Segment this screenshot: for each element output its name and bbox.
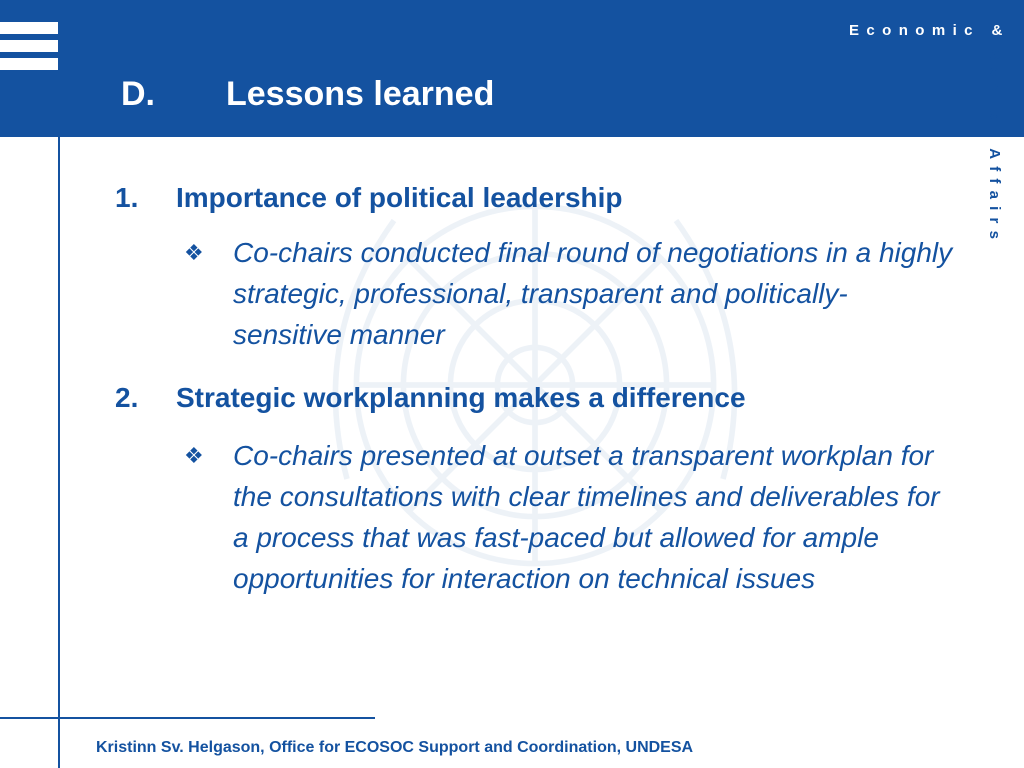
lesson-2-number: 2.	[115, 382, 139, 413]
slide-title-text: Lessons learned	[226, 75, 495, 113]
lesson-1-number: 1.	[115, 182, 139, 213]
diamond-bullet-icon: ❖	[184, 443, 204, 468]
lesson-2-bullet-text: Co-chairs presented at outset a transparent workplan for the consultations with clear timelines and deliverables for a process that was fast-paced but allowed for ample opportunities for interaction on technical issues	[233, 440, 940, 594]
header-caption-economic: Economic &	[849, 22, 1010, 39]
slide-section-letter: D.	[121, 75, 155, 113]
lesson-1-heading: Importance of political leadership	[176, 182, 623, 213]
diamond-bullet-icon: ❖	[184, 240, 204, 265]
footer-credit: Kristinn Sv. Helgason, Office for ECOSOC Support and Coordination, UNDESA	[96, 739, 694, 756]
lesson-2-heading: Strategic workplanning makes a difference	[176, 382, 746, 413]
lesson-1-bullet-text: Co-chairs conducted final round of negotiations in a highly strategic, professional, transparent and politically-sensitive manner	[233, 237, 953, 350]
vertical-caption-social-affairs: Social Affairs	[986, 50, 1003, 247]
